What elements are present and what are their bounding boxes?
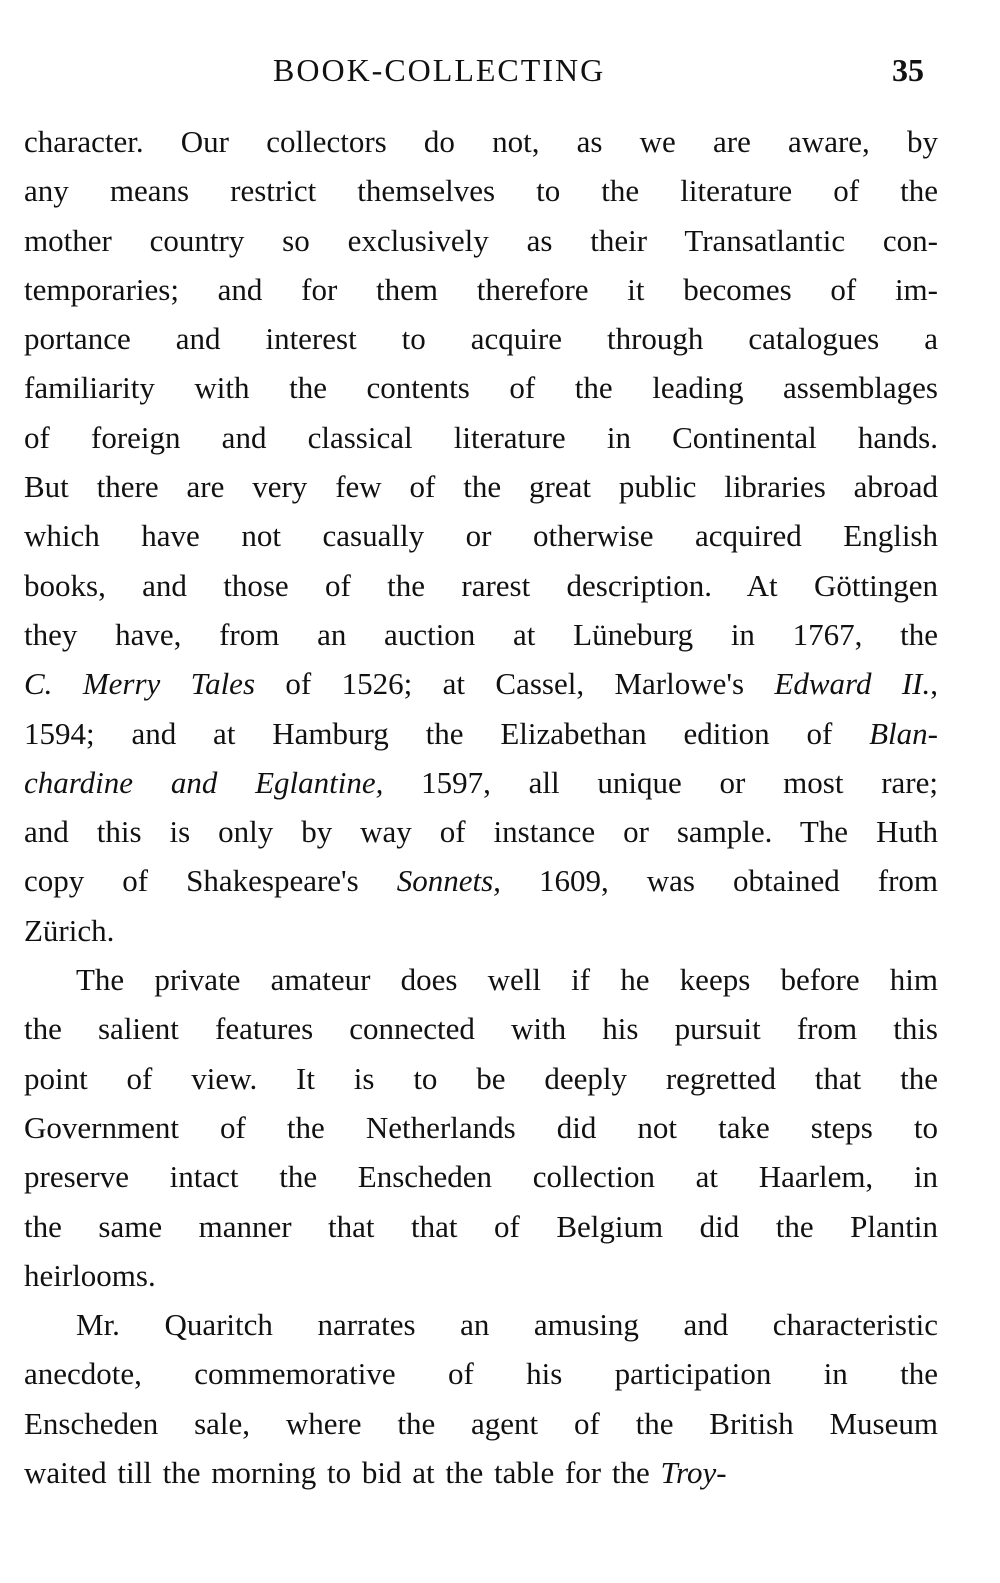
text-run: they have, from an auction at Lüneburg in 1767, the — [24, 616, 938, 652]
text-run: 1594; and at Hamburg the Elizabethan edition of — [24, 715, 870, 751]
italic-text: chardine and Eglantine, — [24, 764, 384, 800]
text-run: of foreign and classical literature in Continental hands. — [24, 419, 938, 455]
text-line — [24, 216, 938, 265]
text-run: But there are very few of the great public libraries abroad — [24, 469, 938, 505]
text-line — [24, 1103, 938, 1152]
text-line — [24, 659, 938, 708]
body-text — [24, 117, 938, 1497]
text-line — [24, 363, 938, 412]
text-run: preserve intact the Enscheden collection at Haarlem, in — [24, 1159, 938, 1195]
text-line — [24, 1251, 938, 1300]
text-run: 1609, was obtained from — [500, 863, 939, 899]
text-line — [24, 117, 938, 166]
text-run: 1597, all unique or most rare; — [383, 764, 938, 800]
text-line — [24, 265, 938, 314]
text-run: Enscheden sale, where the agent of the British Museum — [24, 1405, 938, 1441]
text-line — [24, 462, 938, 511]
text-run: character. Our collectors do not, as we are aware, by — [24, 124, 938, 159]
text-run: point of view. It is to be deeply regretted that the — [24, 1060, 938, 1096]
text-line — [24, 709, 938, 758]
text-run: and this is only by way of instance or sample. The Huth — [24, 814, 938, 850]
text-run: heirlooms. — [24, 1257, 156, 1293]
text-line — [24, 906, 938, 955]
text-run: the same manner that that of Belgium did the Plantin — [24, 1208, 938, 1244]
text-line — [24, 1349, 938, 1398]
text-line — [24, 807, 938, 856]
running-header — [0, 50, 1000, 94]
paragraph — [24, 955, 938, 1300]
text-run: familiarity with the contents of the leading assemblages — [24, 370, 938, 406]
page-number: 35 — [892, 52, 924, 88]
text-run: waited till the morning to bid at the table for the — [24, 1455, 661, 1491]
text-run: Mr. Quaritch narrates an amusing and characteristic — [76, 1307, 938, 1343]
italic-text: Troy- — [660, 1455, 727, 1491]
text-line — [24, 1004, 938, 1053]
text-line — [24, 856, 938, 905]
text-line — [24, 511, 938, 560]
text-run: mother country so exclusively as their Transatlantic con- — [24, 222, 938, 258]
italic-text: Edward II. — [774, 666, 931, 702]
text-line — [24, 1152, 938, 1201]
text-line — [24, 413, 938, 462]
text-run: which have not casually or otherwise acquired English — [24, 518, 938, 554]
italic-text: C. Merry Tales — [24, 666, 256, 702]
text-run: portance and interest to acquire through catalogues a — [24, 321, 938, 357]
text-line — [24, 1054, 938, 1103]
text-run: temporaries; and for them therefore it becomes of im- — [24, 271, 938, 307]
text-run: Zürich. — [24, 912, 115, 948]
text-line — [24, 1399, 938, 1448]
text-run: of 1526; at Cassel, Marlowe's — [255, 666, 775, 702]
text-run: , — [930, 666, 938, 702]
text-line — [24, 610, 938, 659]
paragraph — [24, 1300, 938, 1497]
text-run: any means restrict themselves to the literature of the — [24, 173, 938, 209]
text-line — [24, 561, 938, 610]
text-line — [24, 1202, 938, 1251]
text-line — [24, 314, 938, 363]
text-run: books, and those of the rarest description. At Göttingen — [24, 567, 938, 603]
text-run: copy of Shakespeare's — [24, 863, 397, 899]
text-line — [24, 955, 938, 1004]
text-line — [24, 166, 938, 215]
text-run: the salient features connected with his pursuit from this — [24, 1011, 938, 1047]
text-run: The private amateur does well if he keeps before him — [76, 962, 938, 998]
paragraph — [24, 117, 938, 955]
running-title: BOOK-COLLECTING — [273, 52, 606, 88]
text-run: anecdote, commemorative of his participation in the — [24, 1356, 938, 1392]
text-run: Government of the Netherlands did not take steps to — [24, 1109, 938, 1145]
italic-text: Blan- — [869, 715, 938, 751]
italic-text: Sonnets, — [396, 863, 501, 899]
text-line — [24, 758, 938, 807]
text-line — [24, 1300, 938, 1349]
text-line — [24, 1448, 938, 1497]
